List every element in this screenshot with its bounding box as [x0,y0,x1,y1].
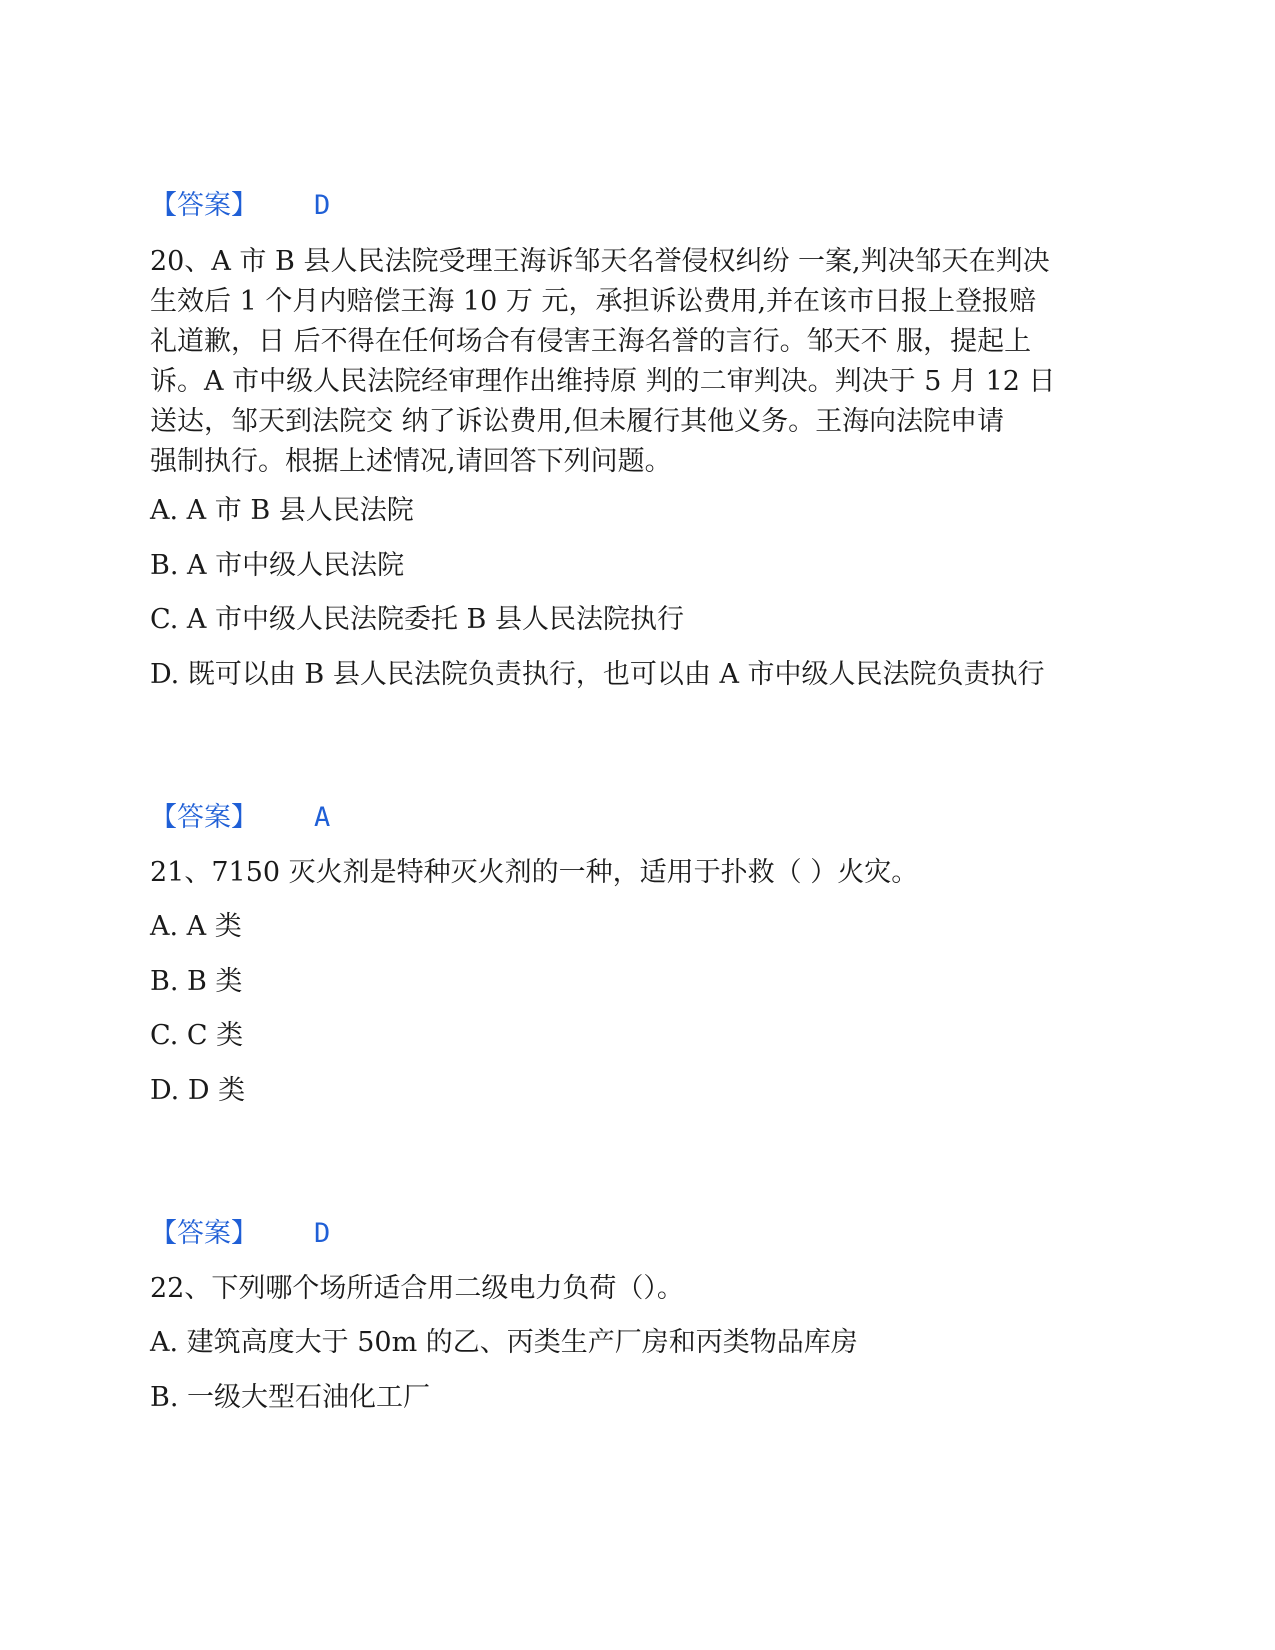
question-line: 20、A 市 B 县人民法院受理王海诉邹天名誉侵权纠纷 一案,判决邹天在判决 [150,246,1050,277]
option-c: C. C 类 [150,1020,244,1051]
option-d: D. D 类 [150,1075,246,1106]
question-21-text: 21、7150 灭火剂是特种灭火剂的一种，适用于扑救（ ）火灾。 [150,857,919,888]
question-line: 礼道歉，日 后不得在任何场合有侵害王海名誉的言行。邹天不 服，提起上 [150,326,1032,357]
question-line: 诉。A 市中级人民法院经审理作出维持原 判的二审判决。判决于 5 月 12 日 [150,366,1056,397]
option-b: B. B 类 [150,966,243,997]
question-line: 强制执行。根据上述情况,请回答下列问题。 [150,446,672,477]
option-c: C. A 市中级人民法院委托 B 县人民法院执行 [150,604,684,635]
answer-line [150,1214,330,1254]
answer-label: 【答案】 [150,190,258,221]
option-a: A. 建筑高度大于 50m 的乙、丙类生产厂房和丙类物品库房 [150,1327,858,1358]
answer-label: 【答案】 [150,802,258,833]
answer-label: 【答案】 [150,1218,258,1249]
answer-value: D [314,190,331,221]
option-a: A. A 市 B 县人民法院 [150,495,414,526]
option-b: B. 一级大型石油化工厂 [150,1382,431,1413]
option-b: B. A 市中级人民法院 [150,550,405,581]
question-22-text: 22、下列哪个场所适合用二级电力负荷（）。 [150,1273,684,1304]
answer-line [150,798,330,838]
answer-line [150,186,330,226]
question-20-text [150,242,1110,482]
question-line: 生效后 1 个月内赔偿王海 10 万 元，承担诉讼费用,并在该市日报上登报赔 [150,286,1037,317]
question-line: 送达，邹天到法院交 纳了诉讼费用,但未履行其他义务。王海向法院申请 [150,406,1005,437]
answer-value: A [314,802,331,833]
option-d: D. 既可以由 B 县人民法院负责执行，也可以由 A 市中级人民法院负责执行 [150,659,1045,690]
answer-value: D [314,1218,331,1249]
option-a: A. A 类 [150,911,242,942]
